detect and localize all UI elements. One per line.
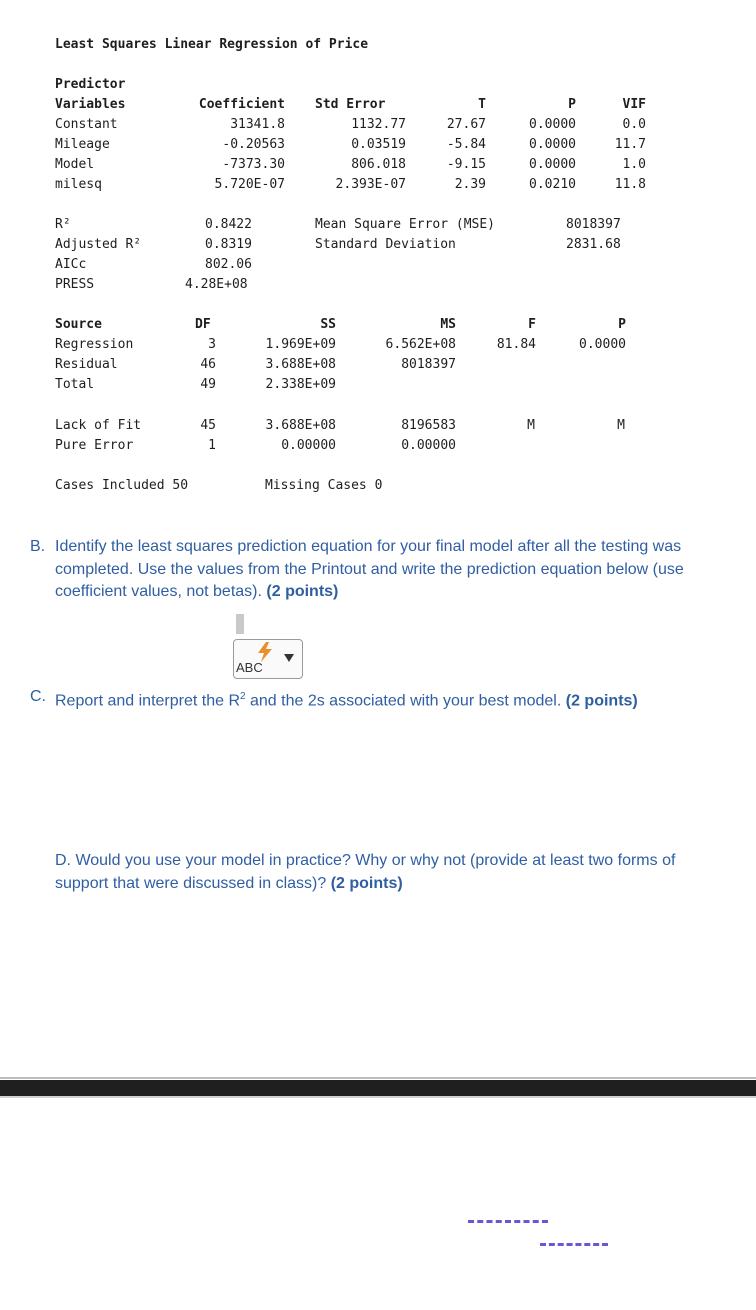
question-c-text-post: and the 2s associated with your best model.	[245, 692, 562, 710]
ms: 8196583	[401, 418, 456, 433]
vif-value: 0.0	[622, 117, 646, 132]
col-t: T	[478, 97, 486, 112]
df: 3	[208, 337, 216, 352]
p-value: 0.0000	[529, 137, 576, 152]
ss: 3.688E+08	[265, 418, 336, 433]
r2-label: R²	[55, 217, 71, 232]
question-d-text: D. Would you use your model in practice? Why or why not (provide at least two forms of support that were discussed in class)?	[55, 852, 676, 892]
lightning-icon	[256, 642, 274, 662]
mse-value: 8018397	[566, 217, 621, 232]
separator-bottom-line	[0, 1096, 756, 1098]
se-value: 1132.77	[351, 117, 406, 132]
f: 81.84	[496, 337, 536, 352]
missing-cases: Missing Cases 0	[265, 478, 383, 493]
ss: 3.688E+08	[265, 357, 336, 372]
col-df: DF	[195, 317, 211, 332]
p: 0.0000	[579, 337, 626, 352]
vif-value: 1.0	[622, 157, 646, 172]
col-p: P	[568, 97, 576, 112]
var-name: milesq	[55, 177, 102, 192]
col-p: P	[618, 317, 626, 332]
col-ss: SS	[320, 317, 336, 332]
separator-top-line	[0, 1077, 756, 1079]
col-std-error: Std Error	[315, 97, 386, 112]
se-value: 0.03519	[351, 137, 406, 152]
coef-value: -0.20563	[222, 137, 285, 152]
col-source: Source	[55, 317, 102, 332]
f: M	[527, 418, 535, 433]
predictor-header: Predictor	[55, 77, 126, 92]
cases-included: Cases Included 50	[55, 478, 189, 493]
r2-value: 0.8422	[205, 217, 252, 232]
dropdown-arrow-icon	[284, 654, 294, 662]
answer-drag-handle[interactable]	[236, 614, 244, 634]
sd-label: Standard Deviation	[315, 237, 456, 252]
col-coefficient: Coefficient	[198, 97, 285, 112]
adj-r2-value: 0.8319	[205, 237, 252, 252]
df: 45	[200, 418, 216, 433]
col-ms: MS	[440, 317, 456, 332]
source: Regression	[55, 337, 134, 352]
p-value: 0.0210	[529, 177, 576, 192]
ss: 1.969E+09	[265, 337, 336, 352]
coef-value: 31341.8	[230, 117, 285, 132]
vif-value: 11.7	[614, 137, 646, 152]
abc-label: ABC	[236, 660, 263, 675]
t-value: 27.67	[446, 117, 486, 132]
press-label: PRESS	[55, 277, 95, 292]
aicc-label: AICc	[55, 257, 87, 272]
question-c-sup: 2	[240, 691, 246, 702]
coef-value: 5.720E-07	[214, 177, 285, 192]
vif-value: 11.8	[614, 177, 646, 192]
var-name: Mileage	[55, 137, 110, 152]
source: Residual	[55, 357, 118, 372]
source: Total	[55, 377, 95, 392]
question-b-text: Identify the least squares prediction equation for your final model after all the testing was completed. Use the values from the Printout and write the prediction equation below (use coefficient values, not betas).	[55, 538, 684, 600]
p-value: 0.0000	[529, 117, 576, 132]
ss: 2.338E+09	[265, 377, 336, 392]
df: 46	[200, 357, 216, 372]
p-value: 0.0000	[529, 157, 576, 172]
page-separator-bar	[0, 1080, 756, 1096]
col-variables: Variables	[55, 97, 126, 112]
t-value: -5.84	[446, 137, 486, 152]
dashed-marker-2	[540, 1243, 608, 1246]
t-value: 2.39	[454, 177, 486, 192]
source: Lack of Fit	[55, 418, 142, 433]
question-b	[30, 536, 715, 604]
mse-label: Mean Square Error (MSE)	[315, 217, 496, 232]
coef-value: -7373.30	[222, 157, 285, 172]
df: 49	[200, 377, 216, 392]
var-name: Model	[55, 157, 95, 172]
spellcheck-widget[interactable]	[233, 639, 303, 679]
col-f: F	[528, 317, 536, 332]
se-value: 806.018	[351, 157, 406, 172]
ms: 6.562E+08	[385, 337, 456, 352]
question-c	[30, 686, 715, 713]
question-c-points: (2 points)	[565, 692, 638, 710]
sd-value: 2831.68	[566, 237, 621, 252]
question-c-text-pre: Report and interpret the R	[55, 692, 240, 710]
col-vif: VIF	[622, 97, 646, 112]
question-c-label: C.	[30, 688, 46, 705]
p: M	[617, 418, 625, 433]
df: 1	[208, 438, 216, 453]
ms: 8018397	[401, 357, 456, 372]
question-d-points: (2 points)	[330, 874, 403, 892]
ms: 0.00000	[401, 438, 456, 453]
press-value: 4.28E+08	[185, 277, 248, 292]
source: Pure Error	[55, 438, 134, 453]
var-name: Constant	[55, 117, 118, 132]
adj-r2-label: Adjusted R²	[55, 237, 142, 252]
ss: 0.00000	[281, 438, 336, 453]
aicc-value: 802.06	[205, 257, 252, 272]
question-b-points: (2 points)	[266, 583, 339, 600]
t-value: -9.15	[446, 157, 486, 172]
question-b-label: B.	[30, 538, 46, 555]
question-d	[55, 850, 715, 895]
dashed-marker-1	[468, 1220, 548, 1223]
report-title: Least Squares Linear Regression of Price	[55, 37, 369, 52]
se-value: 2.393E-07	[335, 177, 406, 192]
